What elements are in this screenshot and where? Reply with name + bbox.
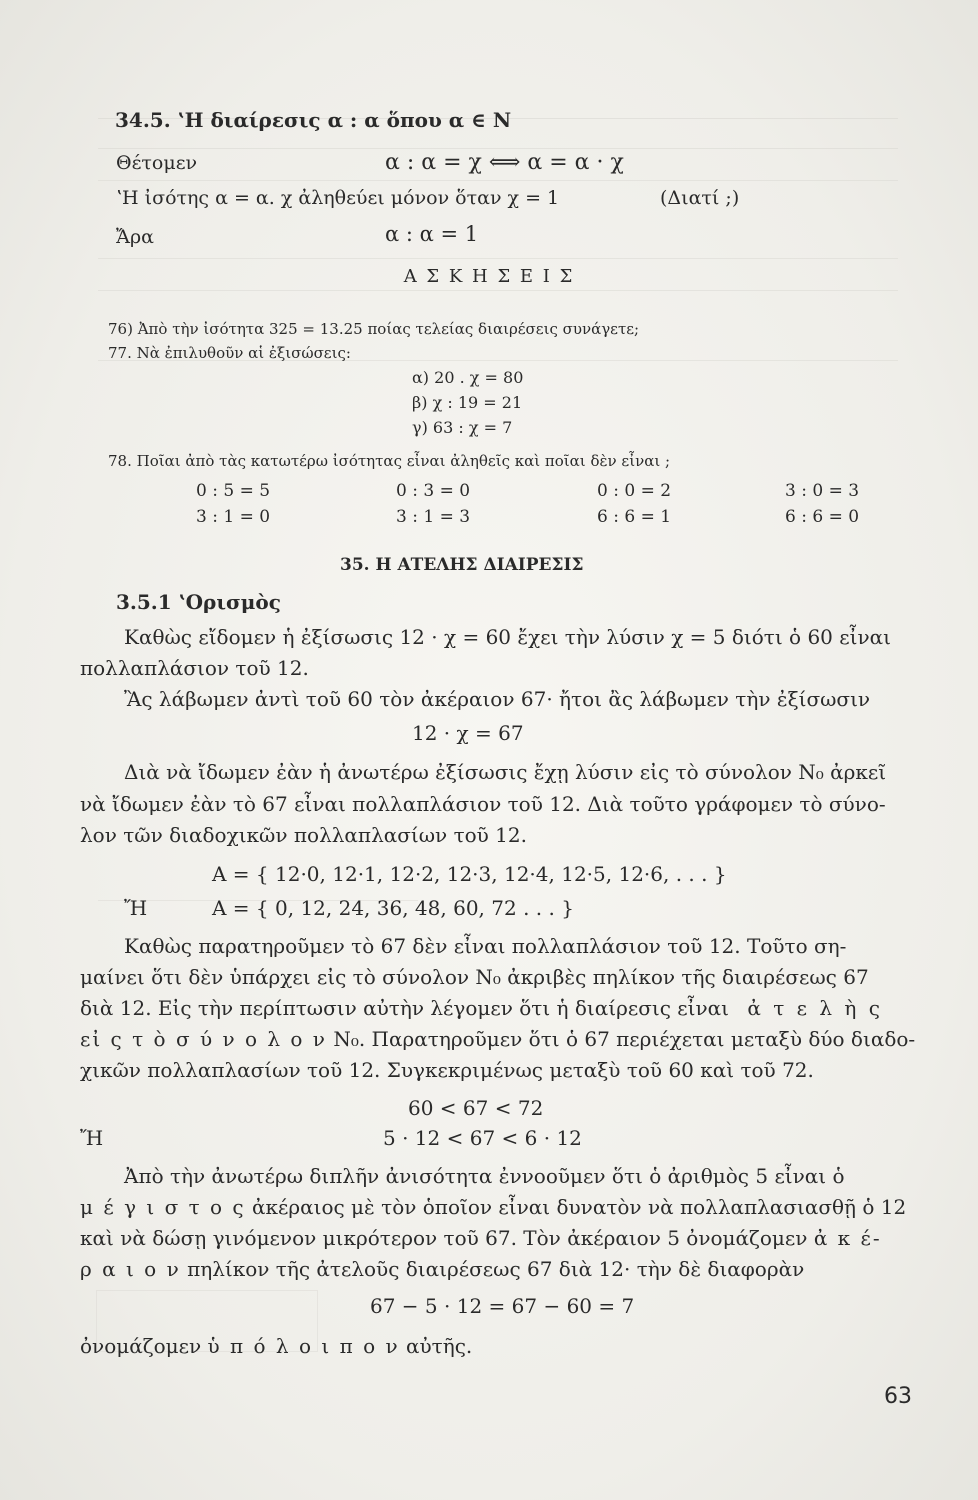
section-34-5-line1-math: α : α = χ ⟺ α = α · χ bbox=[385, 150, 624, 175]
paragraph-2: Ἂς λάβωμεν ἀντὶ τοῦ 60 τὸν ἀκέραιον 67· ἤτοι ἂς λάβωμεν τὴν ἐξίσωσιν bbox=[124, 687, 871, 711]
paragraph-4-line-c-text: διὰ 12. Εἰς τὴν περίπτωσιν αὐτὴν λέγομεν ὅτι ἡ διαίρεσις εἶναι bbox=[80, 996, 729, 1020]
section-34-5-line3-lead: Ἄρα bbox=[116, 226, 154, 248]
paragraph-3-line-b: νὰ ἴδωμεν ἐὰν τὸ 67 εἶναι πολλαπλάσιον τοῦ 12. Διὰ τοῦτο γράφομεν τὸ σύνο- bbox=[80, 792, 886, 816]
exercise-78-item: 3 : 1 = 3 bbox=[396, 507, 471, 527]
paragraph-3-line-a: Διὰ νὰ ἴδωμεν ἐὰν ἡ ἀνωτέρω ἐξίσωσις ἔχῃ λύσιν εἰς τὸ σύνολον N₀ ἀρκεῖ bbox=[124, 760, 887, 784]
paragraph-4-line-d bbox=[80, 1027, 915, 1051]
exercise-78-item: 0 : 5 = 5 bbox=[196, 481, 271, 501]
paragraph-5-line-a: Ἀπὸ τὴν ἀνωτέρω διπλῆν ἀνισότητα ἐννοοῦμεν ὅτι ὁ ἀριθμὸς 5 εἶναι ὁ bbox=[124, 1164, 845, 1188]
paragraph-3-line-c: λον τῶν διαδοχικῶν πολλαπλασίων τοῦ 12. bbox=[80, 823, 527, 847]
equation-remainder: 67 − 5 · 12 = 67 − 60 = 7 bbox=[370, 1294, 635, 1318]
emphasis-megistos: μ έ γ ι σ τ ο ς bbox=[80, 1195, 246, 1219]
inequality-60-67-72: 60 < 67 < 72 bbox=[408, 1096, 544, 1120]
paragraph-5-line-c bbox=[80, 1226, 882, 1250]
emphasis-ypoloipon: ὑ π ό λ ο ι π ο ν bbox=[207, 1334, 400, 1358]
emphasis-akeraion-end: ρ α ι ο ν bbox=[80, 1257, 181, 1281]
paragraph-6-text: ὀνομάζομεν bbox=[80, 1334, 202, 1358]
paragraph-5-line-c-text: καὶ νὰ δώσῃ γινόμενον μικρότερον τοῦ 67. Τὸν ἀκέραιον 5 ὀνομάζομεν bbox=[80, 1226, 808, 1250]
page-number: 63 bbox=[884, 1384, 912, 1409]
exercise-78-item: 6 : 6 = 1 bbox=[597, 507, 672, 527]
section-34-5-line2: ʽΗ ἰσότης α = α. χ ἀληθεύει μόνον ὅταν χ = 1 bbox=[116, 187, 560, 209]
paragraph-6 bbox=[80, 1334, 472, 1358]
paragraph-6-end: αὐτῆς. bbox=[405, 1334, 473, 1358]
paragraph-4-line-d-text: N₀. Παρατηροῦμεν ὅτι ὁ 67 περιέχεται μεταξὺ δύο διαδο- bbox=[333, 1027, 916, 1051]
section-34-5-line3-math: α : α = 1 bbox=[385, 222, 479, 246]
paragraph-4-line-c bbox=[80, 996, 883, 1020]
paragraph-4-line-a: Καθὼς παρατηροῦμεν τὸ 67 δὲν εἶναι πολλαπλάσιον τοῦ 12. Τοῦτο ση- bbox=[124, 934, 847, 958]
paragraph-5-line-b bbox=[80, 1195, 906, 1219]
exercise-77: 77. Νὰ ἐπιλυθοῦν αἱ ἐξισώσεις: bbox=[108, 344, 351, 362]
set-a-lead: Ἤ bbox=[124, 896, 148, 920]
set-a-values: A = { 0, 12, 24, 36, 48, 60, 72 . . . } bbox=[212, 896, 574, 920]
exercise-77-b: β) χ : 19 = 21 bbox=[412, 393, 523, 412]
emphasis-atelis: ἀ τ ε λ ὴ ς bbox=[747, 996, 883, 1020]
section-34-5-title: 34.5. ʽΗ διαίρεσις α : α ὅπου α ∈ N bbox=[115, 108, 512, 132]
exercise-78-item: 3 : 0 = 3 bbox=[785, 481, 860, 501]
exercise-77-c: γ) 63 : χ = 7 bbox=[412, 418, 513, 437]
exercise-78-item: 0 : 3 = 0 bbox=[396, 481, 471, 501]
exercise-77-a: α) 20 . χ = 80 bbox=[412, 368, 524, 387]
emphasis-akeraion-start: ἀ κ έ- bbox=[813, 1226, 882, 1250]
paragraph-5-line-d bbox=[80, 1257, 804, 1281]
equation-12x-67: 12 · χ = 67 bbox=[412, 721, 524, 745]
emphasis-eis-to-synolon: εἰ ς τ ὸ σ ύ ν ο λ ο ν bbox=[80, 1027, 327, 1051]
section-3-5-1-heading: 3.5.1 ʽΟρισμὸς bbox=[116, 590, 281, 614]
inequality-products: 5 · 12 < 67 < 6 · 12 bbox=[383, 1126, 582, 1150]
paragraph-5-line-d-text: πηλίκον τῆς ἀτελοῦς διαιρέσεως 67 διὰ 12· τὴν δὲ διαφορὰν bbox=[187, 1257, 805, 1281]
paragraph-4-line-e: χικῶν πολλαπλασίων τοῦ 12. Συγκεκριμένως μεταξὺ τοῦ 60 καὶ τοῦ 72. bbox=[80, 1058, 814, 1082]
exercise-78: 78. Ποῖαι ἀπὸ τὰς κατωτέρω ἰσότητας εἶναι ἀληθεῖς καὶ ποῖαι δὲν εἶναι ; bbox=[108, 452, 671, 470]
section-34-5-line2-why: (Διατί ;) bbox=[660, 187, 740, 209]
section-34-5-line1-lead: Θέτομεν bbox=[116, 152, 198, 174]
paragraph-1-line-a: Καθὼς εἴδομεν ἡ ἐξίσωσις 12 · χ = 60 ἔχει τὴν λύσιν χ = 5 διότι ὁ 60 εἶναι bbox=[124, 625, 891, 649]
exercise-76: 76) Ἀπὸ τὴν ἰσότητα 325 = 13.25 ποίας τελείας διαιρέσεις συνάγετε; bbox=[108, 320, 640, 338]
paragraph-1-line-b: πολλαπλάσιον τοῦ 12. bbox=[80, 656, 309, 680]
paragraph-4-line-b: μαίνει ὅτι δὲν ὑπάρχει εἰς τὸ σύνολον N₀ ἀκριβὲς πηλίκον τῆς διαιρέσεως 67 bbox=[80, 965, 869, 989]
exercise-78-item: 0 : 0 = 2 bbox=[597, 481, 672, 501]
set-a-products: A = { 12·0, 12·1, 12·2, 12·3, 12·4, 12·5, 12·6, . . . } bbox=[212, 862, 727, 886]
paragraph-5-line-b-text: ἀκέραιος μὲ τὸν ὁποῖον εἶναι δυνατὸν νὰ πολλαπλασιασθῇ ὁ 12 bbox=[251, 1195, 907, 1219]
inequality-lead: Ἤ bbox=[80, 1126, 104, 1150]
exercise-78-item: 6 : 6 = 0 bbox=[785, 507, 860, 527]
exercise-78-item: 3 : 1 = 0 bbox=[196, 507, 271, 527]
section-35-title: 35. Η ΑΤΕΛΗΣ ΔΙΑΙΡΕΣΙΣ bbox=[340, 555, 584, 575]
exercises-heading: Α Σ Κ Η Σ Ε Ι Σ bbox=[403, 266, 575, 287]
